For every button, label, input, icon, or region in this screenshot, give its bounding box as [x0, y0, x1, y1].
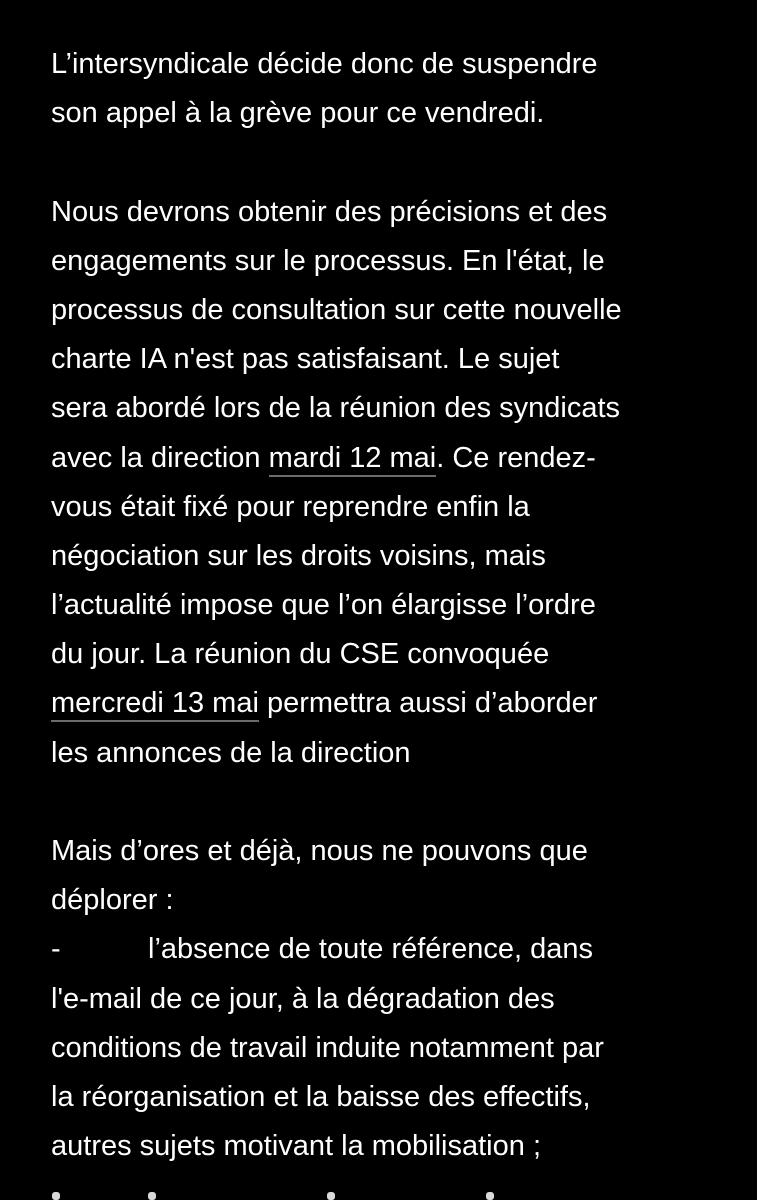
text-line: négociation sur les droits voisins, mais: [51, 539, 546, 572]
text-line: charte IA n'est pas satisfaisant. Le sujet: [51, 343, 560, 376]
bullet-dash: -: [51, 933, 61, 966]
text-line: vous était fixé pour reprendre enfin la: [51, 490, 530, 523]
paragraph-spacer: [51, 138, 741, 187]
cropped-glyph: [148, 1192, 156, 1200]
text-line: l'e-mail de ce jour, à la dégradation des: [51, 982, 555, 1015]
cropped-glyph: [327, 1192, 335, 1200]
text-line: les annonces de la direction: [51, 736, 411, 769]
text-line: Nous devrons obtenir des précisions et des: [51, 195, 608, 228]
text-line: processus de consultation sur cette nouvelle: [51, 293, 622, 326]
text-line: sera abordé lors de la réunion des syndicats: [51, 392, 621, 425]
date-link-mercredi-13-mai[interactable]: mercredi 13 mai: [51, 687, 259, 722]
text-line: du jour. La réunion du CSE convoquée: [51, 638, 550, 671]
text-line: la réorganisation et la baisse des effectifs,: [51, 1080, 591, 1113]
paragraph-deplore: [51, 827, 741, 1171]
text-line: L’intersyndicale décide donc de suspendre: [51, 48, 598, 80]
paragraph-process: [51, 188, 741, 778]
text-line: [51, 925, 741, 974]
cropped-glyph: [486, 1192, 494, 1200]
text-line: conditions de travail induite notamment par: [51, 1031, 604, 1064]
list-item: [51, 925, 741, 1171]
message-body: [51, 40, 741, 1171]
text-line: autres sujets motivant la mobilisation ;: [51, 1130, 541, 1163]
cropped-glyph: [52, 1192, 60, 1200]
paragraph-spacer: [51, 778, 741, 827]
paragraph-suspension: [51, 40, 741, 138]
text-line: son appel à la grève pour ce vendredi.: [51, 97, 545, 130]
text-line: [51, 679, 741, 728]
text-span: permettra aussi d’aborder: [258, 687, 598, 720]
text-line: Mais d’ores et déjà, nous ne pouvons que: [51, 835, 588, 867]
text-span: . Ce rendez-: [436, 441, 596, 474]
text-line: déplorer :: [51, 884, 174, 917]
text-span: l’absence de toute référence, dans: [148, 933, 593, 966]
text-span: avec la direction: [51, 441, 269, 474]
text-line: [51, 434, 741, 483]
cropped-next-line: [0, 1192, 757, 1200]
date-link-mardi-12-mai[interactable]: mardi 12 mai: [269, 442, 437, 477]
text-line: l’actualité impose que l’on élargisse l’ordre: [51, 589, 596, 622]
text-line: engagements sur le processus. En l'état, le: [51, 244, 605, 277]
